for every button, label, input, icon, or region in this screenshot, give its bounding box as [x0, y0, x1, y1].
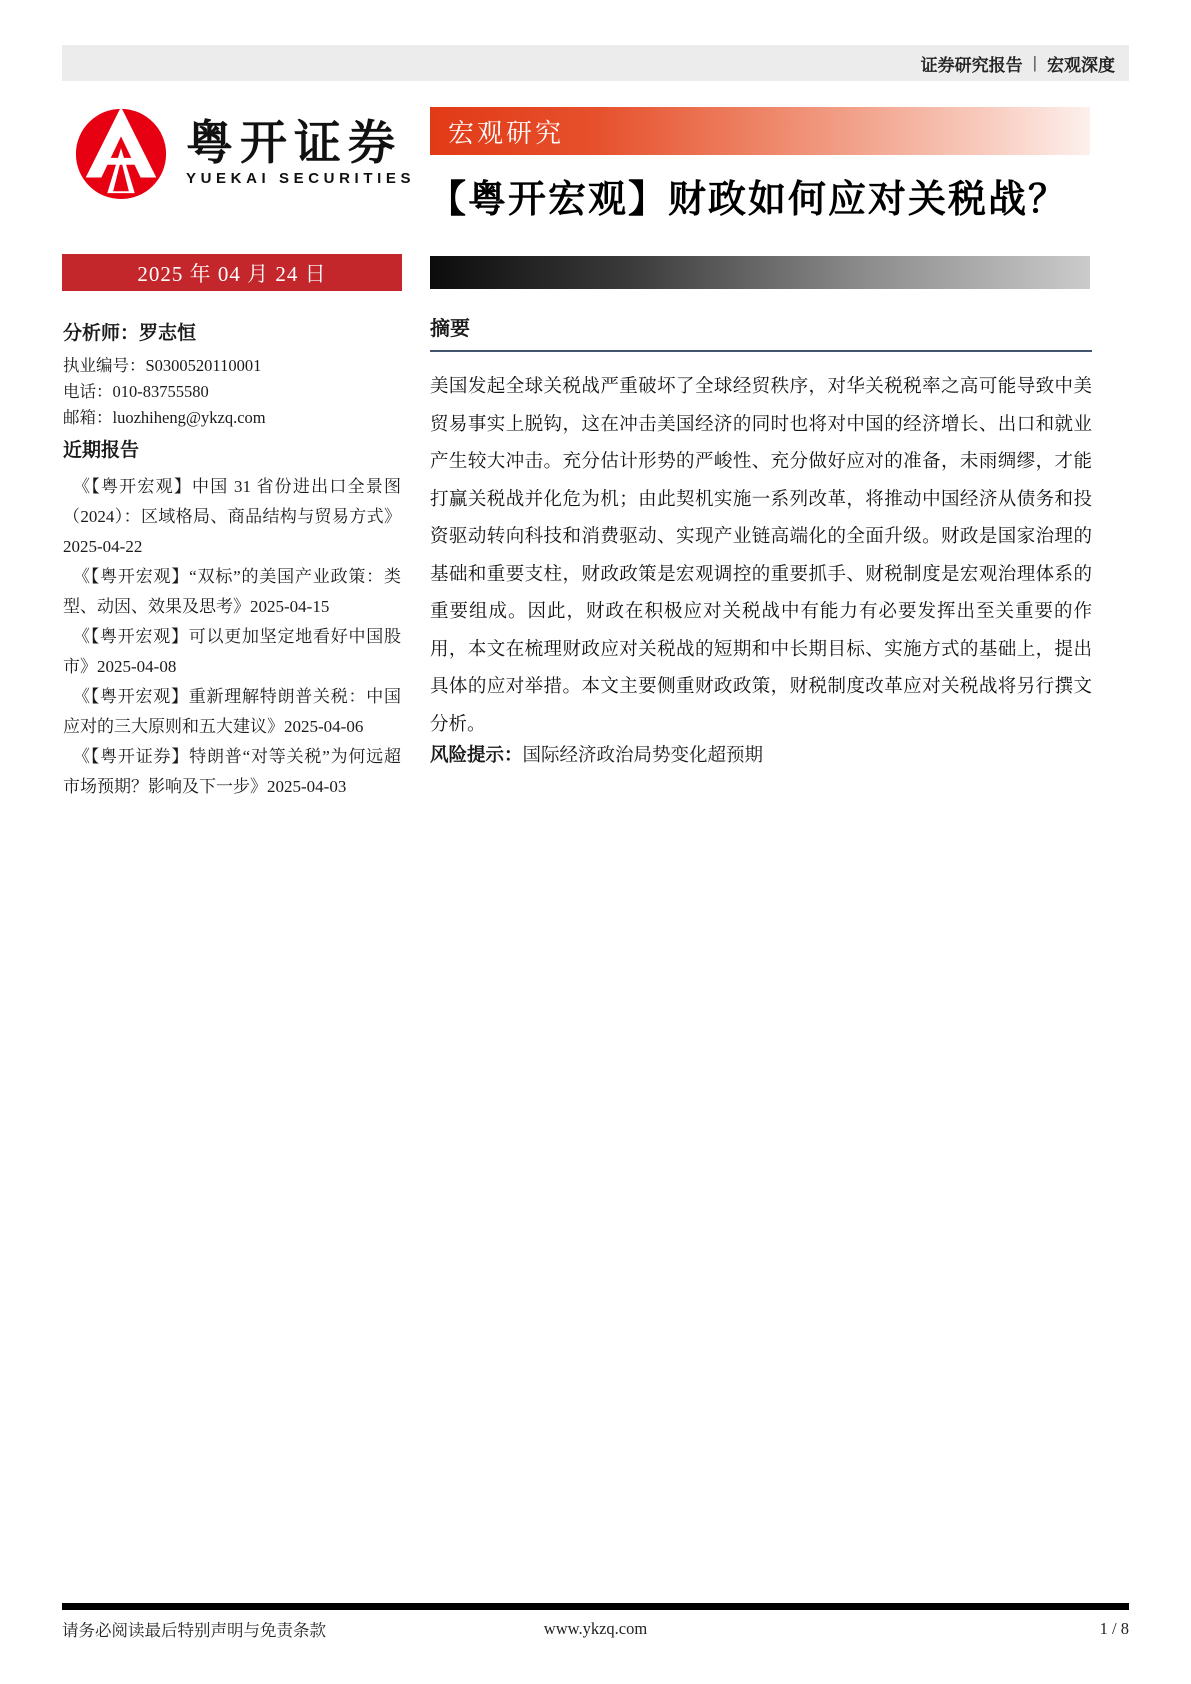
list-item [63, 742, 401, 802]
list-item [63, 622, 401, 682]
list-item [63, 562, 401, 622]
report-date: 2025-04-22 [63, 537, 143, 556]
series-label: 宏观研究 [448, 118, 565, 148]
report-title: 《【粤开宏观】可以更加坚定地看好中国股市》 [63, 627, 401, 676]
risk-label: 风险提示： [430, 744, 523, 765]
report-title: 《【粤开宏观】重新理解特朗普关税：中国应对的三大原则和五大建议》 [63, 687, 401, 736]
footer-rule [62, 1603, 1129, 1610]
report-title: 《【粤开证券】特朗普“对等关税”为何远超市场预期？影响及下一步》 [63, 747, 401, 796]
list-item [63, 472, 401, 562]
report-date: 2025-04-06 [284, 717, 364, 736]
analyst-name: 分析师：罗志恒 [63, 323, 197, 344]
classification-divider: | [1032, 53, 1037, 72]
list-item [63, 682, 401, 742]
report-title: 《【粤开宏观】“双标”的美国产业政策：类型、动因、效果及思考》 [63, 567, 401, 616]
series-banner [430, 107, 1090, 155]
brand-name-en: YUEKAI SECURITIES [186, 170, 416, 188]
category-label: 宏观深度 [1047, 55, 1115, 75]
yuekai-logo-icon [72, 103, 170, 201]
brand-wordmark [186, 117, 415, 188]
recent-reports-heading: 近期报告 [63, 440, 140, 461]
analyst-phone: 电话：010-83755580 [63, 382, 209, 401]
analyst-license: 执业编号：S0300520110001 [63, 356, 262, 375]
abstract-heading: 摘要 [430, 312, 1092, 352]
recent-reports [63, 435, 401, 802]
abstract-text: 美国发起全球关税战严重破坏了全球经贸秩序，对华关税税率之高可能导致中美贸易事实上脱钩，这在冲击美国经济的同时也将对中国的经济增长、出口和就业产生较大冲击。充分估计形势的严峻性、充分做好应对的准备，未雨绸缪，才能打赢关税战并化危为机；由此契机实施一系列改革，将推动中国经济从债务和投资驱动转向科技和消费驱动、实现产业链高端化的全面升级。财政是国家治理的基础和重要支柱，财政政策是宏观调控的重要抓手、财税制度是宏观治理体系的重要组成。因此，财政在积极应对关税战中有能力有必要发挥出至关重要的作用，本文在梳理财政应对关税战的短期和中长期目标、实施方式的基础上，提出具体的应对举措。本文主要侧重财政政策，财税制度改革应对关税战将另行撰文分析。 [430, 377, 1092, 735]
footer-page-number: 1 / 8 [1099, 1619, 1130, 1638]
report-date: 2025-04-15 [250, 597, 330, 616]
report-date: 2025-04-03 [267, 777, 347, 796]
gradient-divider [430, 256, 1090, 289]
footer-website[interactable]: www.ykzq.com [543, 1619, 648, 1638]
footer-disclaimer: 请务必阅读最后特别声明与免责条款 [62, 1621, 326, 1640]
page-title: 【粤开宏观】财政如何应对关税战？ [428, 179, 1069, 221]
analyst-email: 邮箱：luozhiheng@ykzq.com [63, 408, 266, 427]
risk-text: 国际经济政治局势变化超预期 [522, 746, 764, 766]
classification-label: 证券研究报告 [920, 55, 1023, 75]
abstract-section [430, 312, 1092, 744]
analyst-block [63, 318, 399, 431]
footer [62, 1617, 1129, 1641]
classification-bar [62, 45, 1129, 81]
risk-note [430, 741, 1092, 767]
brand-name-cn: 粤开证券 [186, 115, 402, 169]
brand-logo [72, 103, 415, 201]
report-date: 2025-04-08 [97, 657, 177, 676]
report-title: 《【粤开宏观】中国 31 省份进出口全景图（2024）：区域格局、商品结构与贸易方式》 [63, 477, 401, 526]
report-date: 2025 年 04 月 24 日 [137, 261, 327, 286]
date-bar [62, 254, 402, 291]
